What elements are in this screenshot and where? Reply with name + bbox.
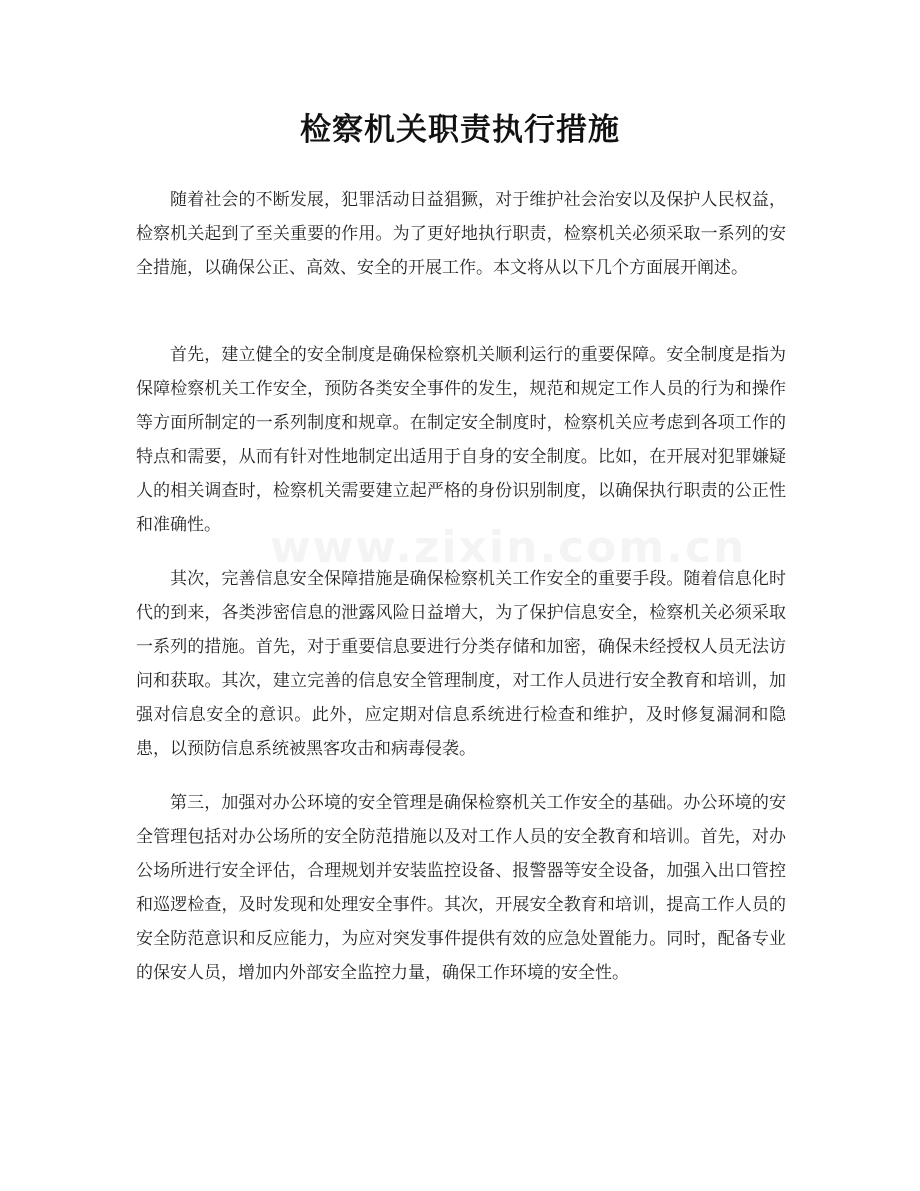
paragraph-information-security: 其次，完善信息安全保障措施是确保检察机关工作安全的重要手段。随着信息化时代的到来，各类涉密信息的泄露风险日益增大，为了保护信息安全，检察机关必须采取一系列的措施。首先，对于重要信息要进行分类存储和加密，确保未经授权人员无法访问和获取。其次，建立完善的信息安全管理制度，对工作人员进行安全教育和培训，加强对信息安全的意识。此外，应定期对信息系统进行检查和维护，及时修复漏洞和隐患，以预防信息系统被黑客攻击和病毒侵袭。 bbox=[136, 569, 786, 759]
paragraph-intro: 随着社会的不断发展，犯罪活动日益猖獗，对于维护社会治安以及保护人民权益，检察机关起到了至关重要的作用。为了更好地执行职责，检察机关必须采取一系列的安全措施，以确保公正、高效、安全的开展工作。本文将从以下几个方面展开阐述。 bbox=[136, 190, 786, 278]
document-title: 检察机关职责执行措施 bbox=[300, 112, 620, 148]
paragraph-office-environment: 第三，加强对办公环境的安全管理是确保检察机关工作安全的基础。办公环境的安全管理包括对办公场所的安全防范措施以及对工作人员的安全教育和培训。首先，对办公场所进行安全评估，合理规划并安装监控设备、报警器等安全设备，加强入出口管控和巡逻检查，及时发现和处理安全事件。其次，开展安全教育和培训，提高工作人员的安全防范意识和反应能力，为应对突发事件提供有效的应急处置能力。同时，配备专业的保安人员，增加内外部安全监控力量，确保工作环境的安全性。 bbox=[136, 793, 786, 983]
paragraph-security-system: 首先，建立健全的安全制度是确保检察机关顺利运行的重要保障。安全制度是指为保障检察机关工作安全，预防各类安全事件的发生，规范和规定工作人员的行为和操作等方面所制定的一系列制度和规章。在制定安全制度时，检察机关应考虑到各项工作的特点和需要，从而有针对性地制定出适用于自身的安全制度。比如，在开展对犯罪嫌疑人的相关调查时，检察机关需要建立起严格的身份识别制度，以确保执行职责的公正性和准确性。 bbox=[136, 345, 786, 535]
